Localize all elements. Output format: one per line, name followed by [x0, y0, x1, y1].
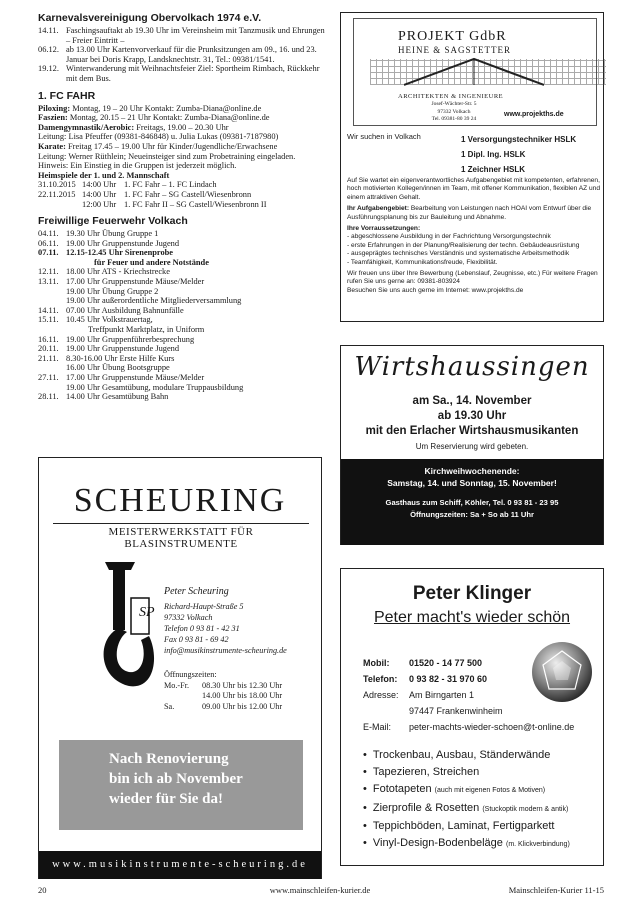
fc-karate-leitung: Leitung: Werner Rüthlein; Neueinsteiger sind zum Probetraining eingeladen.: [38, 151, 296, 161]
row-date: 20.11.: [38, 344, 59, 354]
fc-games-list: [38, 180, 328, 209]
row-date: [38, 296, 66, 306]
game-time: 14:00 Uhr: [82, 180, 117, 190]
footer-url[interactable]: www.mainschleifen-kurier.de: [269, 885, 371, 895]
row-text: für Feuer und andere Notstände: [94, 257, 209, 267]
row-date: [38, 325, 66, 335]
ffw-row: [38, 258, 328, 268]
game-date: 31.10.2015: [38, 180, 76, 190]
scheuring-hours: Öffnungszeiten: Mo.-Fr. 08.30 Uhr bis 12.30 Uhr 14.00 Uhr bis 18.00 Uhr Sa. 09.00 Uhr bis 12.00 Uhr: [164, 670, 283, 711]
ffw-row: [38, 239, 328, 249]
karneval-row: [38, 64, 328, 83]
row-date: 06.12.: [38, 45, 59, 55]
row-text: 8.30-16.00 Uhr Erste Hilfe Kurs: [66, 353, 175, 363]
ffw-row: [38, 392, 328, 402]
gem-logo-icon: [531, 641, 593, 703]
row-date: 16.11.: [38, 334, 59, 344]
contact-label: Telefon:: [363, 674, 398, 684]
contact-row: [363, 719, 574, 735]
row-text: 19.00 Uhr Gesamtübung, modulare Truppausbildung: [66, 382, 244, 392]
karneval-list: [38, 26, 328, 84]
hours-day: [164, 691, 202, 702]
contact-value: 97447 Frankenwinheim: [409, 706, 503, 716]
row-date: 15.11.: [38, 315, 59, 325]
fc-game-row: [38, 190, 328, 200]
row-text: 10.45 Uhr Volkstrauertag,: [66, 315, 153, 325]
hours-row: [164, 702, 282, 713]
projekt-jobs: 1 Versorgungstechniker HSLK 1 Dipl. Ing. HSLK 1 Zeichner HSLK: [461, 135, 577, 174]
row-text: 19.00 Uhr Gruppenführerbesprechung: [66, 334, 195, 344]
projekt-firm-names: HEINE & SAGSTETTER: [398, 45, 511, 55]
karneval-row: [38, 26, 328, 45]
service-text: Tapezieren, Streichen: [372, 766, 480, 779]
fc-heading: 1. FC FAHR: [38, 89, 96, 102]
logo-letters: SP: [139, 605, 155, 620]
row-date: 14.11.: [38, 26, 59, 35]
ffw-row: [38, 344, 328, 354]
hours-row: [164, 691, 282, 702]
footer-issue: Mainschleifen-Kurier 11-15: [508, 885, 604, 895]
ffw-row: [38, 383, 328, 393]
wirtshaus-info: am Sa., 14. November ab 19.30 Uhr mit den Erlacher Wirtshausmusikanten: [365, 395, 579, 437]
row-text: 17.00 Uhr Gruppenstunde Mäuse/Melder: [66, 277, 205, 287]
row-date: 07.11.: [38, 248, 59, 258]
scheuring-ad: [38, 457, 322, 879]
hours-day: Sa.: [164, 701, 175, 711]
service-text: Teppichböden, Laminat, Fertigparkett: [372, 819, 555, 832]
projekt-firm: PROJEKT GdbR: [398, 29, 507, 44]
fc-karate: Karate: Freitag 17.45 – 19.00 Uhr für Kinder/Jugendliche/Erwachsene: [38, 141, 278, 151]
contact-value: 0 93 82 - 31 970 60: [409, 674, 488, 684]
klinger-services: [363, 747, 570, 853]
projekt-logo: [353, 18, 597, 126]
fc-leitung: Leitung: Lisa Pfeuffer (09381-846848) u. Julia Lukas (09381-7187980): [38, 132, 279, 142]
klinger-slogan: Peter macht's wieder schön: [373, 609, 571, 626]
row-date: 04.11.: [38, 229, 59, 239]
wirtshaus-ad: [340, 345, 604, 545]
row-date: 21.11.: [38, 353, 59, 363]
row-text: ab 13.00 Uhr Kartenvorverkauf für die Prunksitzungen am 09., 16. und 23. Januar bei Doris Krapp, Landsknechtstr. 31, Tel.: 09381/1541.: [66, 45, 317, 64]
game-time: 14:00 Uhr: [82, 189, 117, 199]
hours-time: 14.00 Uhr bis 18.00 Uhr: [202, 691, 283, 701]
service-text: Vinyl-Design-Bodenbeläge: [372, 837, 503, 850]
row-text: 17.00 Uhr Gruppenstunde Mäuse/Melder: [66, 373, 205, 382]
row-text: 19.00 Uhr Gruppenstunde Jugend: [66, 238, 180, 248]
wirtshaus-title: Wirtshaussingen: [354, 352, 590, 382]
service-note: (m. Klickverbindung): [505, 841, 570, 849]
row-text: 16.00 Uhr Übung Bootsgruppe: [66, 363, 170, 373]
row-date: 28.11.: [38, 392, 59, 402]
ffw-row: [38, 277, 328, 287]
hours-time: 08.30 Uhr bis 12.30 Uhr: [202, 680, 283, 690]
ffw-heading: Freiwillige Feuerwehr Volkach: [38, 215, 188, 228]
scheuring-website[interactable]: www.musikinstrumente-scheuring.de: [39, 851, 321, 879]
service-item: [363, 835, 570, 853]
scheuring-subtitle: MEISTERWERKSTATT FÜR BLASINSTRUMENTE: [53, 523, 309, 550]
scheuring-contact: Peter Scheuring Richard-Haupt-Straße 5 97332 Volkach Telefon 0 93 81 - 42 31 Fax 0 93 81 - 69 42 info@musikinstrumente-scheuring.de: [164, 586, 287, 655]
page-number: 20: [38, 885, 47, 895]
row-date: 12.11.: [38, 267, 59, 277]
service-item: [363, 764, 570, 781]
hours-day: Mo.-Fr.: [164, 680, 190, 690]
service-item: [363, 747, 570, 764]
contact-value: Am Birngarten 1: [409, 690, 475, 700]
contact-label: E-Mail:: [363, 722, 392, 732]
game-date: 22.11.2015: [38, 189, 76, 199]
service-item: [363, 800, 570, 818]
row-date: 14.11.: [38, 305, 59, 315]
game-teams: 1. FC Fahr II – SG Castell/Wiesenbronn II: [124, 199, 267, 209]
fc-hinweis: Hinweis: Ein Einstieg in die Gruppen ist jederzeit möglich.: [38, 161, 237, 171]
wirtshaus-black-bar: Kirchweihwochenende: Samstag, 14. und Sonntag, 15. November! Gasthaus zum Schiff, Köhler, Tel. 0 93 81 - 23 95 Öffnungszeiten: Sa + So ab 11 Uhr: [341, 459, 603, 545]
row-text: 19.30 Uhr Übung Gruppe 1: [66, 229, 159, 239]
game-date: [38, 200, 82, 210]
klinger-ad: [340, 568, 604, 866]
projekt-web[interactable]: www.projekths.de: [504, 111, 564, 118]
row-text: 14.00 Uhr Gesamtübung Bahn: [66, 392, 169, 402]
row-text: Treffpunkt Marktplatz, in Uniform: [88, 325, 205, 335]
projekt-intro: Wir suchen in Volkach: [347, 132, 421, 141]
row-text: 07.00 Uhr Ausbildung Bahnunfälle: [66, 305, 184, 315]
projekt-address: Josef-Wächter-Str. 5 97332 Volkach Tel. 09381-80 39 24: [431, 101, 477, 122]
service-text: Zierprofile & Rosetten: [372, 801, 480, 814]
game-time: 12:00 Uhr: [82, 199, 117, 209]
service-item: [363, 781, 570, 799]
projekt-arch: ARCHITEKTEN & INGENIEURE: [398, 93, 504, 100]
contact-label: Mobil:: [363, 658, 390, 668]
tuba-logo-icon: [95, 558, 161, 698]
scheuring-brand: SCHEURING: [73, 482, 287, 519]
left-column: [38, 12, 328, 402]
row-text: 19.00 Uhr außerordentliche Mitgliederversammlung: [66, 296, 242, 306]
ffw-row: [38, 229, 328, 239]
contact-label: Adresse:: [363, 690, 399, 700]
row-text: Faschingsauftakt ab 19.30 Uhr im Vereinsheim mit Tanzmusik und Ehrungen – Freier Eintritt –: [66, 26, 325, 45]
row-text: 12.15-12.45 Uhr Sirenenprobe: [66, 248, 174, 258]
fc-aerobic: Damengymnastik/Aerobic: Freitags, 19.00 – 20.30 Uhr: [38, 122, 229, 132]
fc-piloxing: Piloxing: Montag, 19 – 20 Uhr Kontakt: Zumba-Diana@online.de: [38, 103, 262, 113]
hours-row: [164, 681, 282, 692]
ffw-row: [38, 267, 328, 277]
projekt-ad: [340, 12, 604, 322]
scheuring-banner: Nach Renovierung bin ich ab November wieder für Sie da!: [59, 740, 303, 830]
row-text: Winterwanderung mit Weihnachtsfeier Ziel: Sportheim Rimbach, Rückkehr mit dem Bus.: [66, 64, 320, 83]
service-text: Fototapeten: [372, 783, 432, 796]
row-date: 13.11.: [38, 277, 59, 287]
wirtshaus-reservation: Um Reservierung wird gebeten.: [415, 442, 529, 451]
ffw-row: [38, 287, 328, 297]
row-text: 19.00 Uhr Gruppenstunde Jugend: [66, 344, 180, 354]
ffw-row: [38, 325, 328, 335]
fc-heimspiele: Heimspiele der 1. und 2. Mannschaft: [38, 170, 170, 180]
service-item: [363, 818, 570, 835]
contact-row: [363, 703, 574, 719]
ffw-row: [38, 306, 328, 316]
row-date: [38, 287, 66, 297]
row-date: 27.11.: [38, 373, 59, 382]
row-text: 18.00 Uhr ATS - Kriechstrecke: [66, 267, 170, 277]
game-teams: 1. FC Fahr – SG Castell/Wiesenbronn: [124, 189, 252, 199]
row-text: 19.00 Uhr Übung Gruppe 2: [66, 286, 159, 296]
contact-value: 01520 - 14 77 500: [409, 658, 483, 668]
ffw-row: [38, 363, 328, 373]
service-note: (auch mit eigenen Fotos & Motiven): [434, 787, 546, 795]
karneval-heading: Karnevalsvereinigung Obervolkach 1974 e.V.: [38, 12, 262, 24]
fc-faszien: Faszien: Montag, 20.15 – 21 Uhr Kontakt: Zumba-Diana@online.de: [38, 113, 270, 123]
row-date: [38, 383, 66, 393]
row-date: 19.12.: [38, 64, 59, 74]
ffw-list: [38, 229, 328, 402]
ffw-row: [38, 373, 328, 383]
row-date: [38, 258, 66, 268]
projekt-body: Auf Sie wartet ein eigenverantwortliches Aufgabengebiet mit kompetenten, erfahrenen, hoch motivierten Kollegen/innen im Team, mit offener Kommunikation, flexiblen AZ und einem attraktiven Gehalt. Ihr Aufgabengebiet: Bearbeitung von Leistungen nach HOAI vom Entwurf über die Ausführungsplanung bis zur Bauleitung und Abnahme. Ihre Vorraussetzungen: - abgeschlossene Ausbildung in der Fachrichtung Versorgungstechnik - erste Erfahrungen in der Planung/Realisierung der techn. Gebäudeausrüstung - ausgeprägtes technisches Verständnis und systematische Arbeitsmethodik - Teamfähigkeit, Kommunikationsfreude, Flexibilität. Wir freuen uns über Ihre Bewerbung (Lebenslauf, Zeugnisse, etc.) Für weitere Fragen rufen Sie uns gerne an: 09381-803924 Besuchen Sie uns auch gerne im Internet: www.projekths.de: [347, 177, 601, 294]
karneval-row: [38, 45, 328, 64]
projekt-roof-icon: [404, 57, 544, 87]
row-date: [38, 363, 66, 373]
ffw-row: [38, 296, 328, 306]
service-note: (Stuckoptik modern & antik): [482, 805, 569, 813]
hours-time: 09.00 Uhr bis 12.00 Uhr: [202, 701, 283, 711]
contact-value: peter-machts-wieder-schoen@t-online.de: [409, 722, 575, 732]
contact-label: [363, 703, 409, 719]
fc-game-row: [38, 200, 328, 210]
ffw-row: [38, 354, 328, 364]
game-teams: 1. FC Fahr – 1. FC Lindach: [124, 180, 217, 190]
row-date: 06.11.: [38, 238, 59, 248]
fc-game-row: [38, 180, 328, 190]
ffw-row: [38, 335, 328, 345]
ffw-row: [38, 248, 328, 258]
ffw-row: [38, 315, 328, 325]
klinger-name: Peter Klinger: [412, 583, 532, 604]
service-text: Trockenbau, Ausbau, Ständerwände: [372, 749, 551, 761]
